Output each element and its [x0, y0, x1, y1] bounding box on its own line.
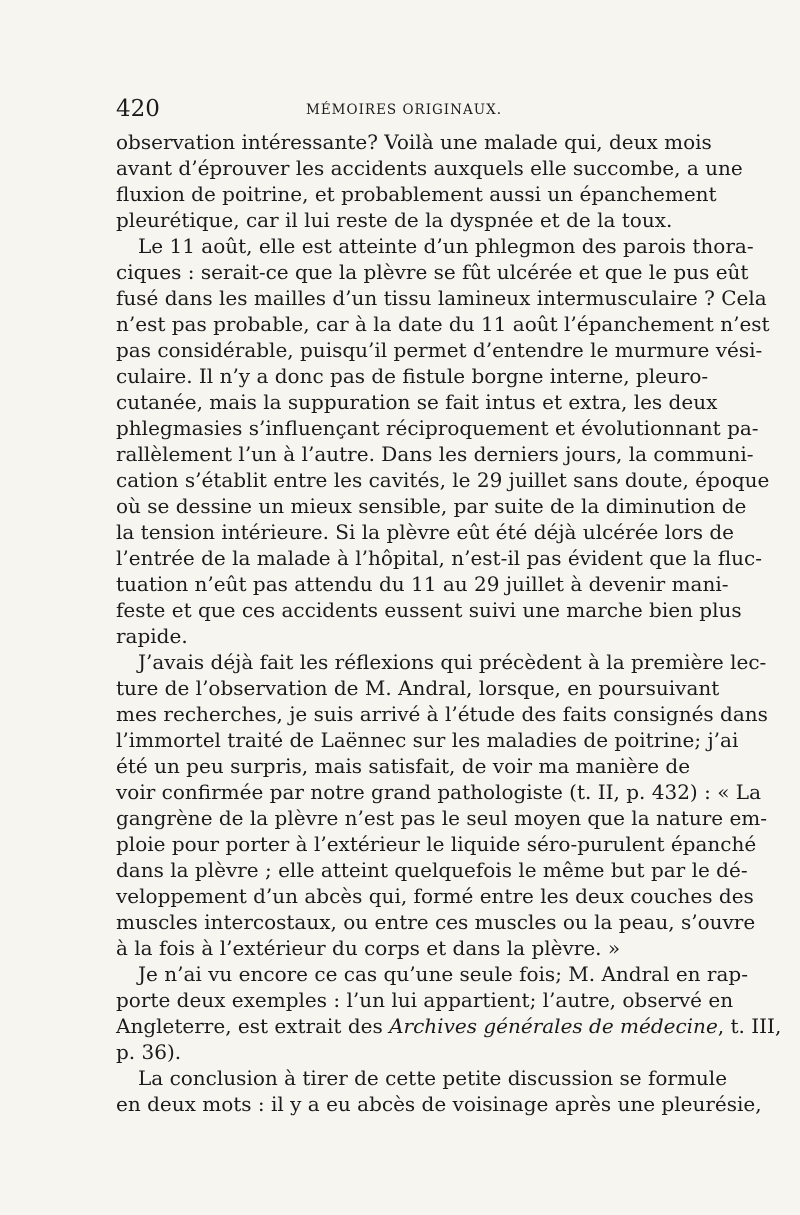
text-line: J’avais déjà fait les réflexions qui précèdent à la première lec- [138, 650, 767, 674]
text-line: cation s’établit entre les cavités, le 29 juillet sans doute, époque [116, 468, 770, 492]
text-line: été un peu surpris, mais satisfait, de voir ma manière de [116, 754, 691, 778]
text-line: voir confirmée par notre grand pathologiste (t. II, p. 432) : « La [116, 780, 761, 804]
text-line: phlegmasies s’influençant réciproquement et évolutionnant pa- [116, 416, 759, 440]
text-line: l’immortel traité de Laënnec sur les maladies de poitrine; j’ai [116, 728, 739, 752]
text-line: avant d’éprouver les accidents auxquels elle succombe, a une [116, 156, 743, 180]
text-line: n’est pas probable, car à la date du 11 août l’épanchement n’est [116, 312, 770, 336]
text-line: l’entrée de la malade à l’hôpital, n’est-il pas évident que la fluc- [116, 546, 763, 570]
text-line: fluxion de poitrine, et probablement aussi un épanchement [116, 182, 717, 206]
text-line: pleurétique, car il lui reste de la dyspnée et de la toux. [116, 208, 673, 232]
text-line: feste et que ces accidents eussent suivi une marche bien plus [116, 598, 742, 622]
text-line: mes recherches, je suis arrivé à l’étude des faits consignés dans [116, 702, 768, 726]
text-line: veloppement d’un abcès qui, formé entre les deux couches des [116, 884, 754, 908]
text-line: La conclusion à tirer de cette petite discussion se formule [138, 1066, 728, 1090]
text-line: à la fois à l’extérieur du corps et dans la plèvre. » [116, 936, 621, 960]
text-line: fusé dans les mailles d’un tissu lamineux intermusculaire ? Cela [116, 286, 767, 310]
page-number: 420 [116, 96, 160, 122]
text-line: pas considérable, puisqu’il permet d’entendre le murmure vési- [116, 338, 763, 362]
text-line: culaire. Il n’y a donc pas de fistule borgne interne, pleuro- [116, 364, 709, 388]
page-header [116, 95, 686, 127]
text-line: la tension intérieure. Si la plèvre eût été déjà ulcérée lors de [116, 520, 734, 544]
text-line: ture de l’observation de M. Andral, lorsque, en poursuivant [116, 676, 720, 700]
text-line: p. 36). [116, 1040, 182, 1064]
text-line: porte deux exemples : l’un lui appartient; l’autre, observé en [116, 988, 734, 1012]
text-line: ciques : serait-ce que la plèvre se fût ulcérée et que le pus eût [116, 260, 749, 284]
text-line: Je n’ai vu encore ce cas qu’une seule fois; M. Andral en rap- [138, 962, 748, 986]
paragraph-4 [116, 961, 782, 1065]
text-line: Le 11 août, elle est atteinte d’un phlegmon des parois thora- [138, 234, 754, 258]
text-line: rapide. [116, 624, 188, 648]
text-line: où se dessine un mieux sensible, par suite de la diminution de [116, 494, 747, 518]
paragraph-3 [116, 649, 768, 961]
paragraph-5 [116, 1065, 762, 1117]
paragraph-2 [116, 233, 770, 649]
body-text [116, 129, 782, 1117]
text-line: rallèlement l’un à l’autre. Dans les derniers jours, la communi- [116, 442, 754, 466]
text-line: ploie pour porter à l’extérieur le liquide séro-purulent épanché [116, 832, 757, 856]
running-title: MÉMOIRES ORIGINAUX. [306, 102, 502, 118]
text-line: dans la plèvre ; elle atteint quelquefois le même but par le dé- [116, 858, 748, 882]
journal-title: Archives générales de médecine [389, 1014, 718, 1038]
text-line: gangrène de la plèvre n’est pas le seul moyen que la nature em- [116, 806, 768, 830]
text-line: tuation n’eût pas attendu du 11 au 29 juillet à devenir mani- [116, 572, 729, 596]
text-line: en deux mots : il y a eu abcès de voisinage après une pleurésie, [116, 1092, 762, 1116]
paragraph-1 [116, 129, 743, 233]
text-line: cutanée, mais la suppuration se fait intus et extra, les deux [116, 390, 718, 414]
text-line: Angleterre, est extrait des Archives générales de médecine, t. III, [116, 1014, 782, 1038]
text-line: observation intéressante? Voilà une malade qui, deux mois [116, 130, 712, 154]
text-line: muscles intercostaux, ou entre ces muscles ou la peau, s’ouvre [116, 910, 756, 934]
